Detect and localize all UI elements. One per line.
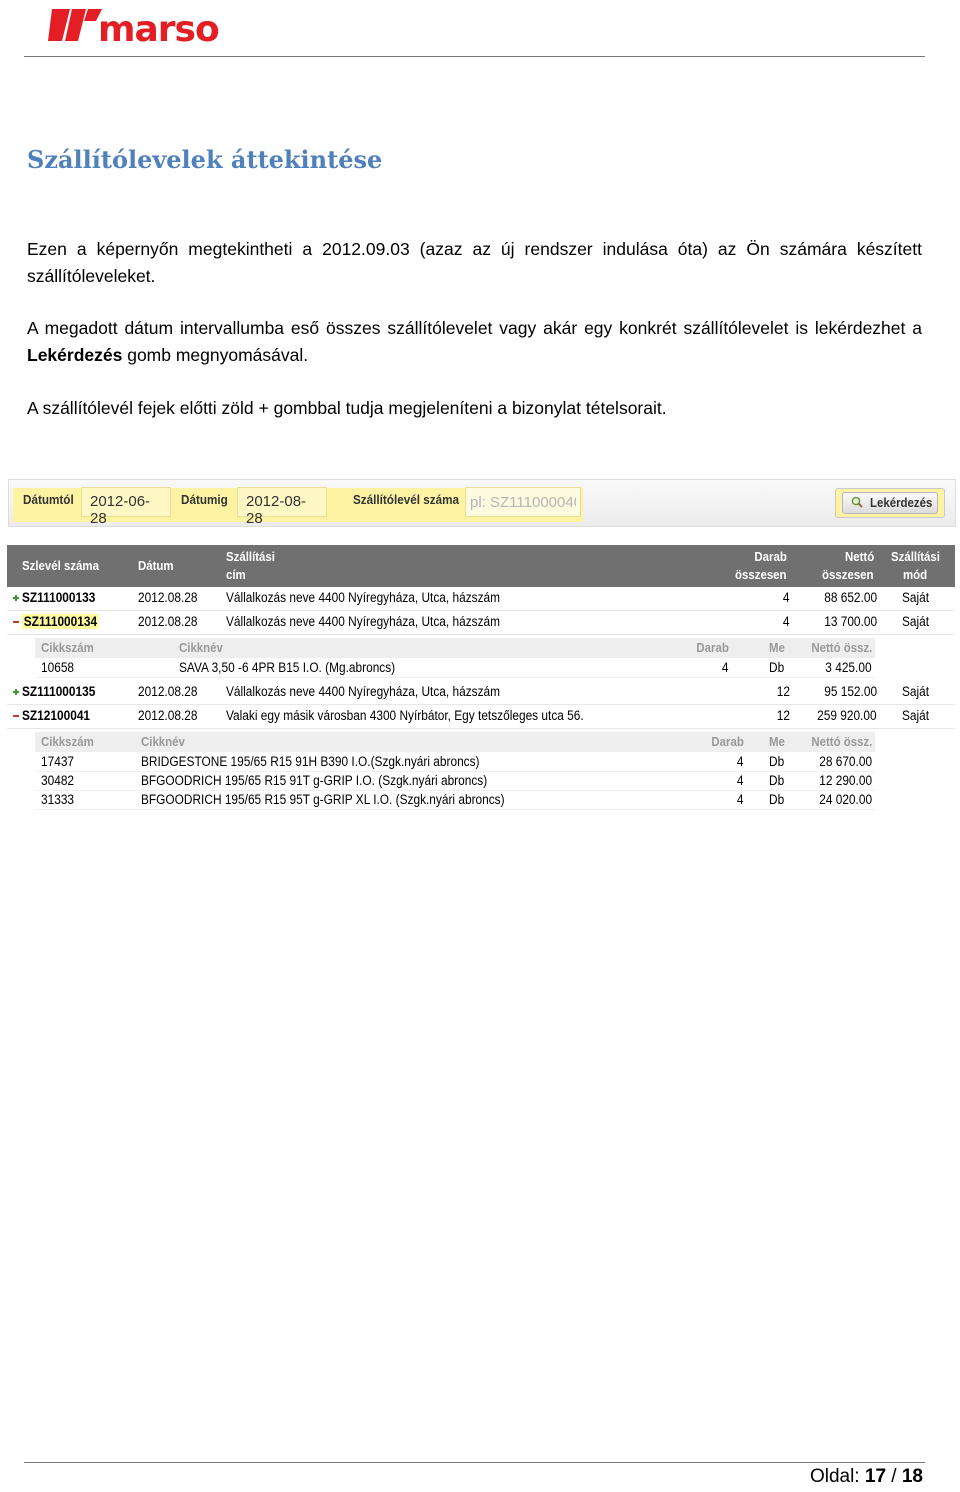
detail-unit: Db <box>769 792 785 807</box>
svg-text:marso: marso <box>98 9 219 45</box>
detail-qty: 4 <box>737 754 744 769</box>
date-from-field[interactable]: 2012-06-28 <box>81 487 171 517</box>
detail-name: SAVA 3,50 -6 4PR B15 I.O. (Mg.abroncs) <box>179 660 396 675</box>
detail-unit: Db <box>769 773 785 788</box>
row-address: Vállalkozás neve 4400 Nyíregyháza, Utca, házszám <box>226 590 501 605</box>
page-number: Oldal: 17 / 18 <box>809 1466 923 1487</box>
detail-unit: Db <box>769 660 785 675</box>
query-button-label: Lekérdezés <box>870 495 933 510</box>
row-mode: Saját <box>902 590 930 605</box>
detail-row <box>35 658 875 678</box>
detail-qty: 4 <box>722 660 729 675</box>
detail-net: 3 425.00 <box>825 660 872 675</box>
table-header <box>7 545 955 587</box>
footer-divider <box>24 1462 925 1463</box>
detail-net: 12 290.00 <box>819 773 872 788</box>
date-to-label: Dátumig <box>181 492 228 507</box>
col-qty-line1: Darab <box>754 549 787 564</box>
intro-paragraph: Ezen a képernyőn megtekintheti a 2012.09.03 (azaz az új rendszer indulása óta) az Ön számára készített szállítóleveleket. <box>27 239 922 286</box>
detail-col-qty: Darab <box>696 640 729 655</box>
row-address: Valaki egy másik városban 4300 Nyírbátor, Egy tetszőleges utca 56. <box>226 708 584 723</box>
row-mode: Saját <box>902 708 930 723</box>
col-number: Szlevél száma <box>22 558 99 573</box>
collapse-minus-icon[interactable] <box>13 619 19 625</box>
detail-unit: Db <box>769 754 785 769</box>
detail-header <box>35 638 875 658</box>
table-row[interactable] <box>7 705 955 729</box>
detail-name: BRIDGESTONE 195/65 R15 91H B390 I.O.(Szgk.nyári abroncs) <box>141 754 480 769</box>
col-mode-line2: mód <box>903 567 928 582</box>
detail-net: 28 670.00 <box>819 754 872 769</box>
row-net: 88 652.00 <box>824 590 877 605</box>
detail-col-qty: Darab <box>711 734 744 749</box>
row-net: 95 152.00 <box>824 684 877 699</box>
row-address: Vállalkozás neve 4400 Nyíregyháza, Utca, házszám <box>226 614 501 629</box>
detail-code: 17437 <box>41 754 75 769</box>
query-paragraph: A megadott dátum intervallumba eső összes szállítólevelet vagy akár egy konkrét szállítólevelet is lekérdezhet a Lekérdezés gomb megnyomásával. <box>27 318 922 365</box>
detail-row <box>35 790 875 810</box>
col-net-line2: összesen <box>822 567 874 582</box>
detail-qty: 4 <box>737 773 744 788</box>
row-address: Vállalkozás neve 4400 Nyíregyháza, Utca, házszám <box>226 684 501 699</box>
detail-row <box>35 771 875 791</box>
date-to-field[interactable]: 2012-08-28 <box>237 487 327 517</box>
filter-bar <box>8 479 956 527</box>
expand-plus-icon[interactable] <box>13 689 19 695</box>
detail-name: BFGOODRICH 195/65 R15 95T g-GRIP XL I.O. (Szgk.nyári abroncs) <box>141 792 505 807</box>
row-qty: 4 <box>783 614 790 629</box>
col-date: Dátum <box>138 558 174 573</box>
delivery-notes-screenshot <box>4 473 958 815</box>
detail-code: 30482 <box>41 773 75 788</box>
row-qty: 12 <box>776 708 790 723</box>
col-address-line1: Szállítási <box>226 549 275 564</box>
row-number[interactable]: SZ111000133 <box>22 590 96 605</box>
detail-col-net: Nettó össz. <box>810 734 872 749</box>
row-mode: Saját <box>902 684 930 699</box>
row-date: 2012.08.28 <box>138 614 198 629</box>
expand-plus-icon[interactable] <box>13 595 19 601</box>
detail-col-unit: Me <box>769 640 785 655</box>
query-keyword: Lekérdezés <box>27 345 123 365</box>
marso-logo <box>48 5 238 45</box>
col-net-line1: Nettó <box>844 549 874 564</box>
query-button[interactable] <box>842 492 938 514</box>
detail-row <box>35 752 875 772</box>
row-net: 259 920.00 <box>817 708 877 723</box>
row-qty: 4 <box>783 590 790 605</box>
row-date: 2012.08.28 <box>138 708 198 723</box>
row-qty: 12 <box>776 684 790 699</box>
detail-qty: 4 <box>737 792 744 807</box>
collapse-minus-icon[interactable] <box>13 713 19 719</box>
detail-name: BFGOODRICH 195/65 R15 91T g-GRIP I.O. (Szgk.nyári abroncs) <box>141 773 488 788</box>
detail-col-unit: Me <box>769 734 785 749</box>
page-title: Szállítólevelek áttekintése <box>27 145 383 174</box>
table-row[interactable] <box>7 587 955 611</box>
col-qty-line2: összesen <box>735 567 787 582</box>
detail-col-name: Cikknév <box>179 640 223 655</box>
detail-code: 31333 <box>41 792 75 807</box>
detail-code: 10658 <box>41 660 75 675</box>
table-row[interactable] <box>7 611 955 635</box>
table-row[interactable] <box>7 681 955 705</box>
detail-net: 24 020.00 <box>819 792 872 807</box>
search-icon <box>851 496 863 508</box>
col-address-line2: cím <box>226 567 246 582</box>
row-mode: Saját <box>902 614 930 629</box>
query-button-frame <box>835 488 945 518</box>
delivery-number-input[interactable] <box>465 487 581 517</box>
detail-header <box>35 732 875 752</box>
col-mode-line1: Szállítási <box>891 549 940 564</box>
row-number[interactable]: SZ12100041 <box>22 708 91 723</box>
detail-col-code: Cikkszám <box>41 734 94 749</box>
header-divider <box>24 56 925 57</box>
delivery-number-label: Szállítólevél száma <box>353 492 460 507</box>
detail-col-code: Cikkszám <box>41 640 94 655</box>
row-date: 2012.08.28 <box>138 684 198 699</box>
detail-col-net: Nettó össz. <box>810 640 872 655</box>
expand-paragraph: A szállítólevél fejek előtti zöld + gombbal tudja megjeleníteni a bizonylat tételsorait. <box>27 398 667 418</box>
row-net: 13 700.00 <box>824 614 877 629</box>
row-date: 2012.08.28 <box>138 590 198 605</box>
row-number[interactable]: SZ111000135 <box>22 684 96 699</box>
row-number[interactable]: SZ111000134 <box>23 614 98 629</box>
date-from-label: Dátumtól <box>23 492 74 507</box>
detail-col-name: Cikknév <box>141 734 185 749</box>
